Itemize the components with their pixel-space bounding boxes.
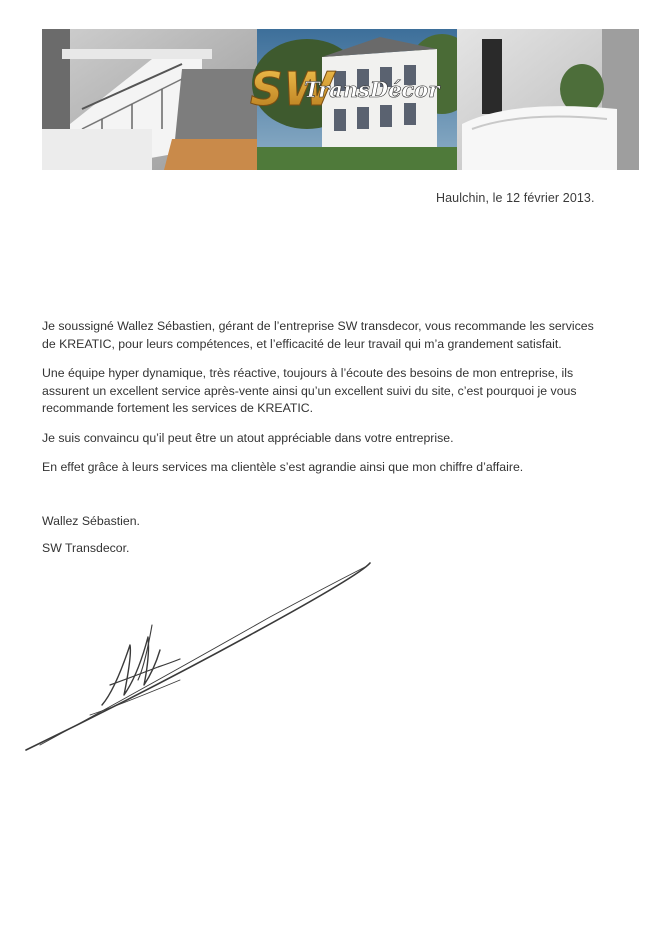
- text-line: de KREATIC, pour leurs compétences, et l’efficacité de leur travail qui m’a grandement satisfait.: [42, 336, 562, 351]
- paragraph-recommendation: [42, 318, 622, 353]
- text-line: En effet grâce à leurs services ma clientèle s’est agrandie ainsi que mon chiffre d’affaire.: [42, 460, 524, 474]
- logo-mark: SW: [250, 62, 334, 116]
- date-line: Haulchin, le 12 février 2013.: [436, 191, 595, 205]
- paragraph-team: [42, 365, 622, 418]
- letterhead-banner: [42, 29, 639, 170]
- letter-body: [42, 318, 622, 489]
- letterhead-photos: [42, 29, 639, 170]
- logo-text: TransDécor: [304, 77, 440, 102]
- handwritten-signature: [20, 555, 380, 755]
- paragraph-results: [42, 459, 622, 477]
- text-line: Une équipe hyper dynamique, très réactive, toujours à l’écoute des besoins de mon entreprise, ils: [42, 366, 574, 380]
- text-line: recommande fortement les services de KREATIC.: [42, 401, 314, 415]
- text-line: Je suis convaincu qu’il peut être un atout appréciable dans votre entreprise.: [42, 430, 454, 445]
- text-line: assurent un excellent service après-vente ainsi qu’un excellent suivi du site, c’est pourquoi je vous: [42, 383, 577, 398]
- signer-company: SW Transdecor.: [42, 541, 130, 555]
- paragraph-conviction: [42, 430, 622, 448]
- text-line: Je soussigné Wallez Sébastien, gérant de l’entreprise SW transdecor, vous recommande les services: [42, 319, 594, 333]
- signer-name: Wallez Sébastien.: [42, 514, 140, 528]
